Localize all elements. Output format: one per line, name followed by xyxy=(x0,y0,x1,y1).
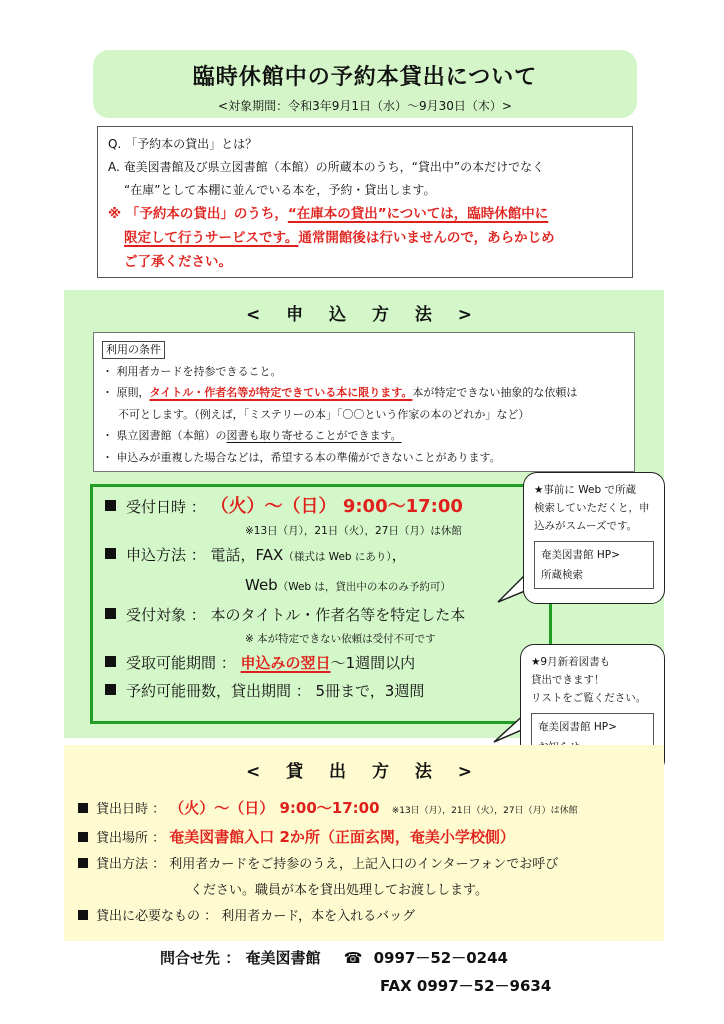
pickup-tail: ～1週間以内 xyxy=(330,654,416,672)
square-bullet-icon xyxy=(78,832,88,842)
limit-value: 5冊まで，3週間 xyxy=(315,682,425,700)
condition-2-emphasis: タイトル・作者名等が特定できている本に限ります。 xyxy=(149,386,413,399)
note-line-3: ご了承ください。 xyxy=(124,254,232,270)
fax-number: FAX 0997－52－9634 xyxy=(380,977,552,995)
note-text-1a: 「予約本の貸出」のうち， xyxy=(125,206,288,222)
catalog-search-link[interactable] xyxy=(534,541,654,589)
target-row xyxy=(105,601,549,629)
title-banner xyxy=(93,50,637,118)
condition-2-cont: 不可とします。（例えば，「ミステリーの本」「〇〇という作家の本のどれか」など） xyxy=(118,407,530,421)
target-period: <対象期間：令和3年9月1日（水）～9月30日（木）> xyxy=(218,99,512,113)
lending-date-label: 貸出日時 ： xyxy=(96,802,170,817)
bubble2-line1: ★9月新着図書も xyxy=(531,656,611,668)
bubble2-line2: 貸出できます！ xyxy=(531,674,605,686)
note-text-2a: 限定して行うサービスです。 xyxy=(124,230,299,246)
lending-date-note: ※13日（月），21日（火），27日（月）は休館 xyxy=(391,806,578,816)
square-bullet-icon xyxy=(105,548,116,559)
note-line-2 xyxy=(108,226,622,250)
lending-method-row xyxy=(78,852,658,878)
web-search-bubble xyxy=(523,472,665,604)
square-bullet-icon xyxy=(105,500,116,511)
answer-line-2: “在庫”として本棚に並んでいる本を，予約・貸出します。 xyxy=(124,183,436,197)
lending-heading: < 貸 出 方 法 > xyxy=(245,762,483,782)
note-text-2b: 通常開館後は行いませんので，あらかじめ xyxy=(298,230,555,246)
pickup-red: 申込みの翌日 xyxy=(240,654,331,672)
lending-place-value: 奄美図書館入口 2か所（正面玄関，奄美小学校側） xyxy=(169,828,515,846)
bubble1-box-line1: 奄美図書館 HP> xyxy=(541,549,620,561)
lending-need-label: 貸出に必要なもの ： xyxy=(96,909,222,924)
condition-1: ・ 利用者カードを持参できること。 xyxy=(102,364,282,378)
lending-place-row xyxy=(78,824,658,852)
lending-method-value1: 利用者カードをご持参のうえ，上記入口のインターフォンでお呼び xyxy=(169,857,559,872)
condition-3-underlined: 図書も取り寄せることができます。 xyxy=(226,429,402,442)
square-bullet-icon xyxy=(78,910,88,920)
target-label: 受付対象 ： xyxy=(126,606,211,624)
lending-need-value: 利用者カード，本を入れるバッグ xyxy=(221,909,416,924)
bubble1-line1: ★事前に Web で所蔵 xyxy=(534,484,636,496)
reception-time-row xyxy=(105,493,549,521)
lending-need-row xyxy=(78,904,658,930)
condition-3 xyxy=(102,425,626,447)
application-details-box xyxy=(90,484,552,724)
lending-section xyxy=(64,745,664,941)
method-web-note: （Web は，貸出中の本のみ予約可） xyxy=(277,581,451,593)
qa-box xyxy=(97,126,633,278)
reception-time-label: 受付日時 ： xyxy=(126,498,206,516)
lending-date-row xyxy=(78,795,658,824)
method-form-note: （様式は Web にあり） xyxy=(283,551,392,563)
phone-number: 0997－52－0244 xyxy=(373,949,508,967)
bubble1-line2: 検索していただくと，申 xyxy=(534,502,650,514)
condition-4: ・ 申込みが重複した場合などは，希望する本の準備ができないことがあります。 xyxy=(102,450,501,464)
target-note: ※ 本が特定できない依頼は受付不可です xyxy=(245,633,436,645)
square-bullet-icon xyxy=(105,684,116,695)
square-bullet-icon xyxy=(78,858,88,868)
bubble2-box-line1: 奄美図書館 HP> xyxy=(538,721,617,733)
reception-time-value: （火）～（日） 9:00～17:00 xyxy=(210,496,463,517)
square-bullet-icon xyxy=(78,803,88,813)
note-line-1 xyxy=(108,202,622,226)
pickup-row xyxy=(105,649,549,677)
contact-line xyxy=(160,944,508,972)
answer-line-1: A. 奄美図書館及び県立図書館（本館）の所蔵本のうち，“貸出中”の本だけでなく xyxy=(108,160,545,174)
pickup-label: 受取可能期間 ： xyxy=(126,654,241,672)
note-text-1b: “在庫本の貸出”については，臨時休館中に xyxy=(287,206,549,222)
lending-method-label: 貸出方法 ： xyxy=(96,857,170,872)
conditions-box xyxy=(93,332,635,472)
lending-date-value: （火）～（日） 9:00～17:00 xyxy=(169,799,380,817)
target-value: 本のタイトル・作者名等を特定した本 xyxy=(210,606,466,624)
contact-label: 問合せ先 ： 奄美図書館 xyxy=(160,949,321,967)
application-heading: < 申 込 方 法 > xyxy=(245,305,483,325)
phone-icon: ☎ xyxy=(343,949,363,967)
page-title: 臨時休館中の予約本貸出について xyxy=(192,65,538,90)
bubble1-box-line2: 所蔵検索 xyxy=(541,569,583,581)
note-mark: ※ xyxy=(108,206,122,222)
condition-2-suffix: 本が特定できない抽象的な依頼は xyxy=(412,386,578,399)
bubble1-line3: 込みがスムーズです。 xyxy=(534,520,638,532)
conditions-title: 利用の条件 xyxy=(102,341,165,359)
square-bullet-icon xyxy=(105,608,116,619)
question: Q. 「予約本の貸出」とは？ xyxy=(108,137,258,151)
method-label: 申込方法 ： xyxy=(126,546,211,564)
limit-row xyxy=(105,677,549,705)
condition-2 xyxy=(102,382,626,404)
square-bullet-icon xyxy=(105,656,116,667)
method-web-line xyxy=(105,571,549,601)
lending-method-cont: ください。職員が本を貸出処理してお渡しします。 xyxy=(190,883,488,898)
lending-place-label: 貸出場所 ： xyxy=(96,831,170,846)
limit-label: 予約可能冊数，貸出期間 ： xyxy=(126,682,316,700)
bubble2-line3: リストをご覧ください。 xyxy=(531,692,647,704)
lending-rows xyxy=(78,795,658,930)
reception-closed-note: ※13日（月），21日（火），27日（月）は休館 xyxy=(245,525,462,537)
method-value: 電話，FAX xyxy=(210,546,284,564)
method-web: Web xyxy=(245,576,278,594)
condition-3-prefix: ・ 県立図書館（本館）の xyxy=(102,429,227,442)
method-row xyxy=(105,541,549,571)
method-comma: ， xyxy=(391,546,407,564)
condition-2-prefix: ・ 原則， xyxy=(102,386,150,399)
